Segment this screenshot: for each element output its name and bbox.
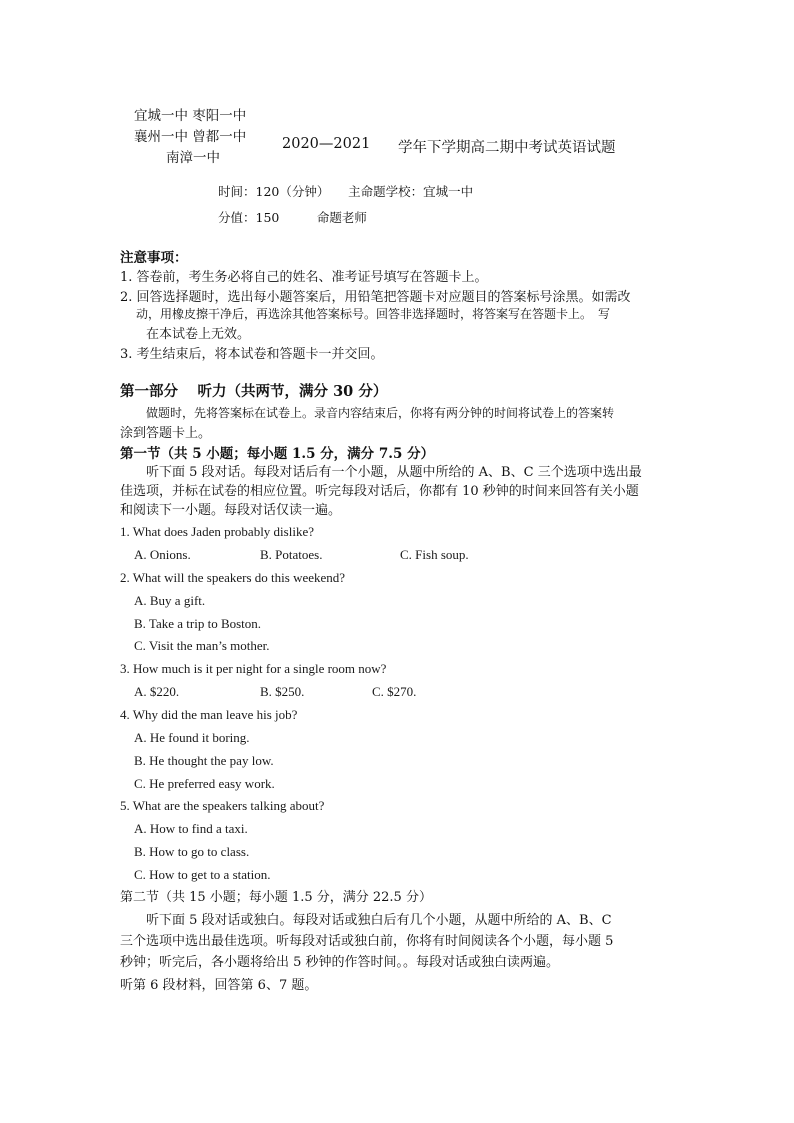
exam-year: 2020—2021 xyxy=(282,136,371,152)
exam-score-line: 分值：150 命题老师 xyxy=(218,210,367,225)
school-line-3: 南漳一中 xyxy=(166,150,220,166)
question-2-stem: 2. What will the speakers do this weekend? xyxy=(120,570,346,585)
school-line-1: 宜城一中 枣阳一中 xyxy=(134,108,247,124)
question-1-option-c: C. Fish soup. xyxy=(400,547,469,562)
question-5-option-b: B. How to go to class. xyxy=(134,844,250,859)
question-1-option-b: B. Potatoes. xyxy=(260,547,323,562)
section2-material-note: 听第 6 段材料，回答第 6、7 题。 xyxy=(120,978,318,993)
notice-item-2-line-1: 2. 回答选择题时，选出每小题答案后，用铅笔把答题卡对应题目的答案标号涂黑。如需改 xyxy=(120,290,631,305)
question-2-option-a: A. Buy a gift. xyxy=(134,593,206,608)
question-5-option-c: C. How to get to a station. xyxy=(134,867,271,882)
section2-instr-line-3: 秒钟；听完后，各小题将给出 5 秒钟的作答时间。。每段对话或独白读两遍。 xyxy=(120,955,560,970)
question-3-option-a: A. $220. xyxy=(134,684,180,699)
question-4-option-a: A. He found it boring. xyxy=(134,730,250,745)
section2-instr-line-1: 听下面 5 段对话或独白。每段对话或独白后有几个小题，从题中所给的 A、B、C xyxy=(146,913,612,928)
notice-item-2-line-2: 动，用橡皮擦干净后，再选涂其他答案标号。回答非选择题时，将答案写在答题卡上。 写 xyxy=(136,307,611,321)
section2-instr-line-2: 三个选项中选出最佳选项。听每段对话或独白前，你将有时间阅读各个小题，每小题 5 xyxy=(120,934,614,949)
question-1-option-a: A. Onions. xyxy=(134,547,191,562)
notice-item-1: 1. 答卷前，考生务必将自己的姓名、准考证号填写在答题卡上。 xyxy=(120,270,488,285)
section1-instr-line-1: 听下面 5 段对话。每段对话后有一个小题，从题中所给的 A、B、C 三个选项中选出最 xyxy=(146,465,642,480)
question-4-option-b: B. He thought the pay low. xyxy=(134,753,274,768)
part1-intro-line-1: 做题时，先将答案标在试卷上。录音内容结束后，你将有两分钟的时间将试卷上的答案转 xyxy=(146,406,615,420)
section2-heading: 第二节（共 15 小题；每小题 1.5 分，满分 22.5 分） xyxy=(120,890,432,905)
question-2-option-b: B. Take a trip to Boston. xyxy=(134,616,262,631)
question-4-option-c: C. He preferred easy work. xyxy=(134,776,275,791)
section1-heading: 第一节（共 5 小题；每小题 1.5 分，满分 7.5 分） xyxy=(120,446,435,462)
question-5-stem: 5. What are the speakers talking about? xyxy=(120,798,325,813)
question-3-option-b: B. $250. xyxy=(260,684,305,699)
school-line-2: 襄州一中 曾都一中 xyxy=(134,129,247,145)
question-5-option-a: A. How to find a taxi. xyxy=(134,821,248,836)
question-1-stem: 1. What does Jaden probably dislike? xyxy=(120,524,314,539)
section1-instr-line-2: 佳选项，并标在试卷的相应位置。听完每段对话后，你都有 10 秒钟的时间来回答有关小题 xyxy=(120,484,639,499)
section1-instr-line-3: 和阅读下一小题。每段对话仅读一遍。 xyxy=(120,503,342,518)
notice-heading: 注意事项： xyxy=(120,250,188,266)
question-3-option-c: C. $270. xyxy=(372,684,417,699)
notice-item-2-line-3: 在本试卷上无效。 xyxy=(146,327,251,342)
exam-title: 学年下学期高二期中考试英语试题 xyxy=(398,140,616,156)
question-4-stem: 4. Why did the man leave his job? xyxy=(120,707,298,722)
question-3-stem: 3. How much is it per night for a single room now? xyxy=(120,661,387,676)
exam-time-line: 时间：120（分钟） 主命题学校：宜城一中 xyxy=(218,184,474,199)
part1-heading: 第一部分 听力（共两节，满分 30 分） xyxy=(120,383,388,400)
question-2-option-c: C. Visit the man’s mother. xyxy=(134,638,270,653)
part1-intro-line-2: 涂到答题卡上。 xyxy=(120,426,212,441)
notice-item-3: 3. 考生结束后，将本试卷和答题卡一并交回。 xyxy=(120,347,384,362)
